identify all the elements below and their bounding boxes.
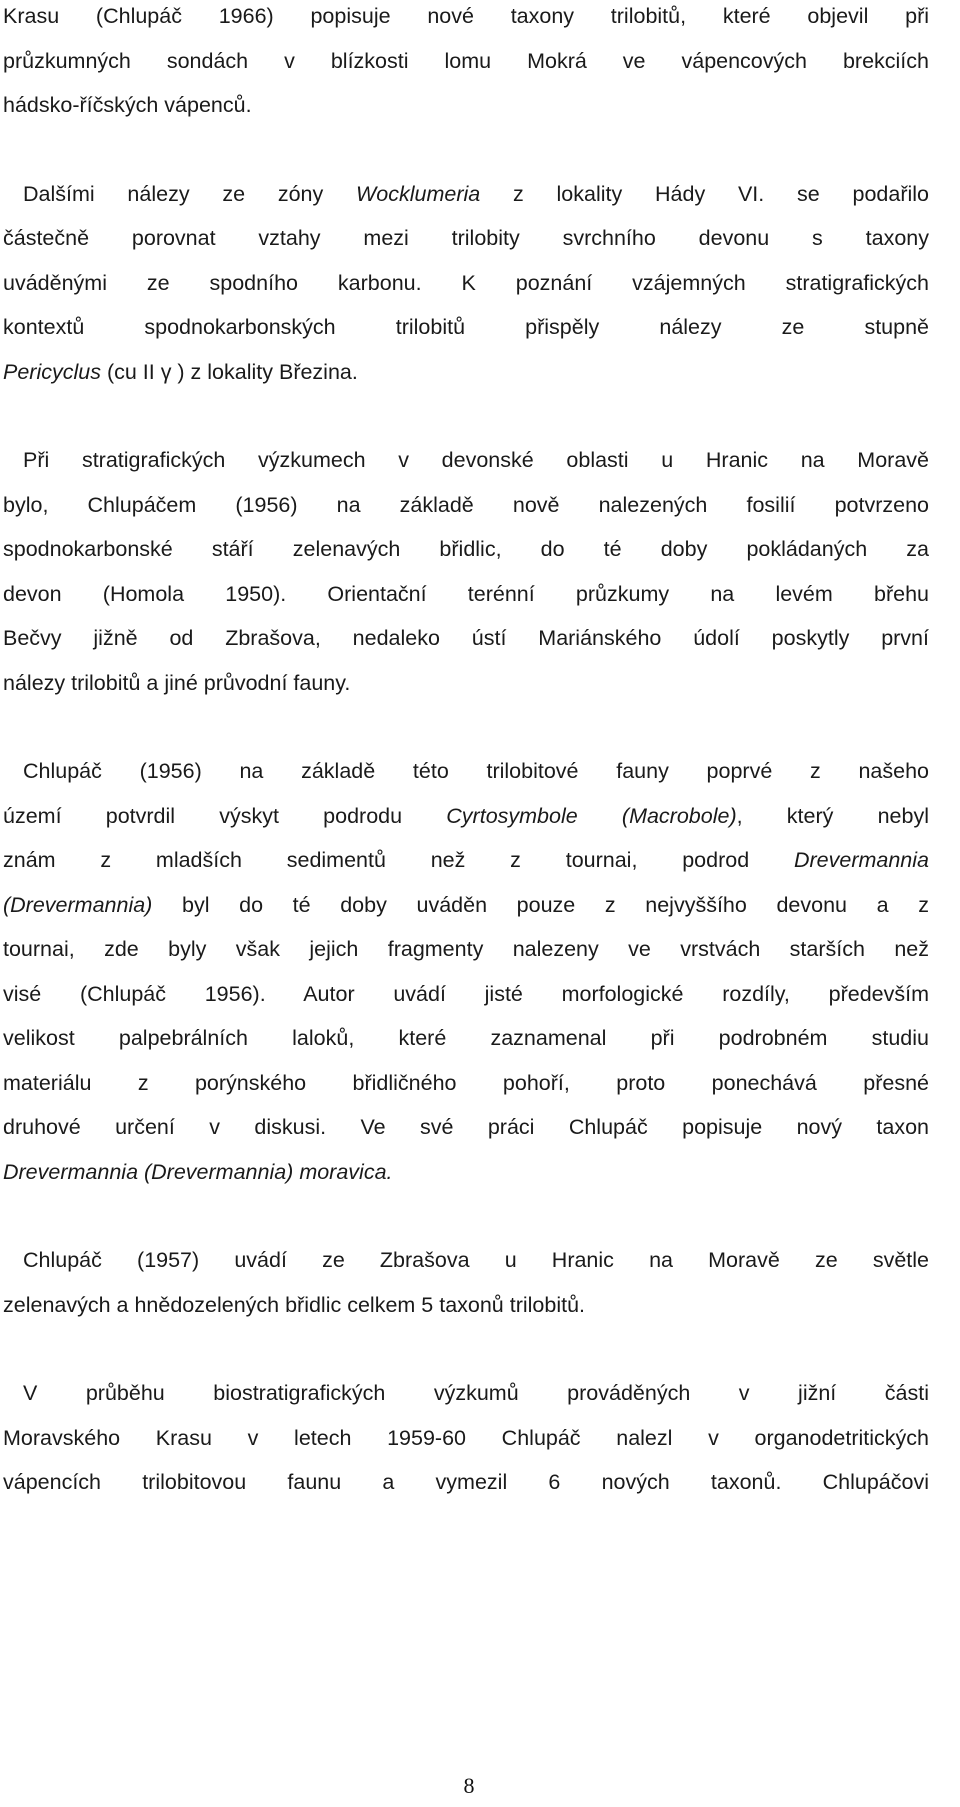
paragraph-4-line-7: velikost palpebrálních laloků, které zaznamenal při podrobném studiu — [3, 1026, 929, 1050]
paragraph-3-line-2: bylo, Chlupáčem (1956) na základě nově nalezených fosilií potvrzeno — [3, 492, 929, 517]
paragraph-3-line-4: devon (Homola 1950). Orientační terénní průzkumy na levém břehu — [3, 581, 929, 606]
document-page — [3, 0, 929, 1505]
paragraph-4-line-2-text-a: území potvrdil výskyt podrodu — [3, 803, 447, 828]
paragraph-5-line-1 — [3, 1238, 929, 1283]
paragraph-6-line-3: vápencích trilobitovou faunu a vymezil 6 nových taxonů. Chlupáčovi — [3, 1470, 929, 1494]
paragraph-4 — [3, 749, 929, 1194]
paragraph-4-line-3 — [3, 838, 929, 883]
paragraph-1 — [3, 0, 929, 128]
paragraph-1-line-3: hádsko-říčských vápenců. — [3, 93, 252, 117]
paragraph-2-line-4: kontextů spodnokarbonských trilobitů přispěly nálezy ze stupně — [3, 315, 929, 339]
paragraph-spacer — [3, 705, 929, 749]
paragraph-5-line-1-text: Chlupáč (1957) uvádí ze Zbrašova u Hranic na Moravě ze světle — [23, 1248, 929, 1272]
taxon-pericyclus: Pericyclus — [3, 359, 101, 384]
taxon-drevermannia-moravica: Drevermannia (Drevermannia) moravica. — [3, 1159, 393, 1184]
page-number: 8 — [463, 1773, 475, 1798]
taxon-wocklumeria: Wocklumeria — [356, 181, 481, 206]
paragraph-spacer — [3, 128, 929, 172]
paragraph-3-line-5: Bečvy jižně od Zbrašova, nedaleko ústí Mariánského údolí poskytly první — [3, 626, 929, 650]
paragraph-1-line-1: Krasu (Chlupáč 1966) popisuje nové taxony trilobitů, které objevil při — [3, 4, 929, 28]
paragraph-6 — [3, 1371, 929, 1505]
paragraph-4-line-4 — [3, 883, 929, 928]
paragraph-2-line-3: uváděnými ze spodního karbonu. K poznání vzájemných stratigrafických — [3, 270, 929, 295]
paragraph-5 — [3, 1238, 929, 1327]
paragraph-2-line-1-text-a: Dalšími nálezy ze zóny — [23, 181, 356, 206]
paragraph-4-line-1 — [3, 749, 929, 794]
paragraph-3-line-1 — [3, 438, 929, 483]
paragraph-1-line-2: průzkumných sondách v blízkosti lomu Mokrá ve vápencových brekciích — [3, 48, 929, 73]
paragraph-5-line-2: zelenavých a hnědozelených břidlic celkem 5 taxonů trilobitů. — [3, 1292, 586, 1317]
paragraph-4-line-2 — [3, 794, 929, 839]
paragraph-4-line-2-text-c: , který nebyl — [736, 803, 929, 828]
paragraph-4-line-5: tournai, zde byly však jejich fragmenty nalezeny ve vrstvách starších než — [3, 937, 929, 961]
paragraph-2-line-1 — [3, 172, 929, 217]
paragraph-4-line-1-text: Chlupáč (1956) na základě této trilobitové fauny poprvé z našeho — [23, 759, 929, 783]
paragraph-2 — [3, 172, 929, 395]
paragraph-3-line-3: spodnokarbonské stáří zelenavých břidlic, do té doby pokládaných za — [3, 537, 929, 561]
paragraph-2-line-5 — [3, 350, 929, 395]
taxon-cyrtosymbole: Cyrtosymbole (Macrobole) — [446, 803, 737, 828]
paragraph-3 — [3, 438, 929, 705]
paragraph-2-line-5-text-b: (cu II γ ) z lokality Březina. — [100, 359, 358, 384]
paragraph-6-line-1-text: V průběhu biostratigrafických výzkumů prováděných v jižní části — [23, 1381, 929, 1405]
paragraph-4-line-9: druhové určení v diskusi. Ve své práci Chlupáč popisuje nový taxon — [3, 1115, 929, 1139]
paragraph-4-line-10 — [3, 1150, 929, 1195]
paragraph-2-line-2: částečně porovnat vztahy mezi trilobity svrchního devonu s taxony — [3, 226, 929, 250]
paragraph-4-line-4-text-b: byl do té doby uváděn pouze z nejvyššího devonu a z — [152, 892, 929, 917]
paragraph-spacer — [3, 394, 929, 438]
paragraph-3-line-1-text: Při stratigrafických výzkumech v devonské oblasti u Hranic na Moravě — [23, 448, 929, 472]
paragraph-spacer — [3, 1327, 929, 1371]
paragraph-6-line-1 — [3, 1371, 929, 1416]
paragraph-4-line-8: materiálu z porýnského břidličného pohoří, proto ponechává přesné — [3, 1070, 929, 1095]
paragraph-2-line-1-text-c: z lokality Hády VI. se podařilo — [480, 181, 929, 206]
paragraph-3-line-6: nálezy trilobitů a jiné průvodní fauny. — [3, 670, 351, 695]
paragraph-6-line-2: Moravského Krasu v letech 1959-60 Chlupáč nalezl v organodetritických — [3, 1425, 929, 1450]
taxon-drevermannia-subgenus: (Drevermannia) — [3, 892, 153, 917]
paragraph-4-line-6: visé (Chlupáč 1956). Autor uvádí jisté morfologické rozdíly, především — [3, 981, 929, 1006]
taxon-drevermannia: Drevermannia — [793, 848, 929, 872]
paragraph-4-line-3-text-a: znám z mladších sedimentů než z tournai, podrod — [3, 848, 794, 872]
paragraph-spacer — [3, 1194, 929, 1238]
